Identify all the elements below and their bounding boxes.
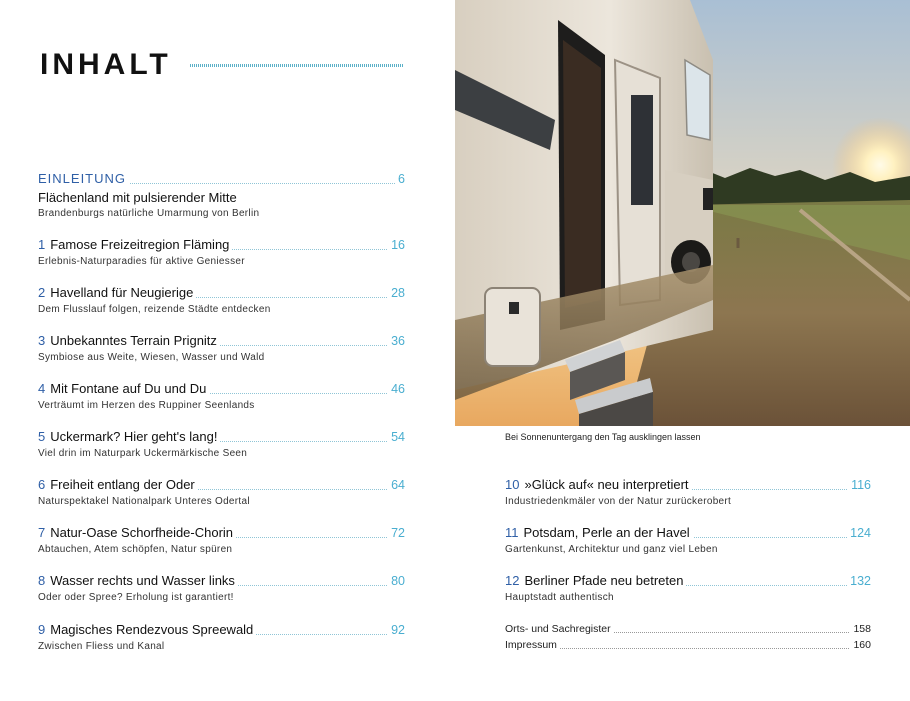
chapter-title: Uckermark? Hier geht's lang! [50,429,218,444]
chapter-number: 3 [38,333,46,348]
chapter-subtitle: Gartenkunst, Architektur und ganz viel Leben [505,544,718,555]
chapter-title: Unbekanntes Terrain Prignitz [50,333,217,348]
chapter-page-number: 124 [847,523,871,543]
chapter-page-number: 132 [847,571,871,591]
chapter-number: 2 [38,285,46,300]
chapter-number: 12 [505,573,520,588]
toc-entry-chapter-9[interactable] [38,620,405,654]
chapter-title: Wasser rechts und Wasser links [50,573,235,588]
title-divider [190,64,404,67]
chapter-number: 10 [505,477,520,492]
chapter-subtitle: Erlebnis-Naturparadies für aktive Geniesser [38,256,245,267]
chapter-number: 8 [38,573,46,588]
toc-entry-chapter-1[interactable] [38,235,405,269]
chapter-subtitle: Viel drin im Naturpark Uckermärkische Seen [38,448,248,459]
chapter-title: Havelland für Neugierige [50,285,194,300]
chapter-subtitle: Oder oder Spree? Erholung ist garantiert! [38,592,234,603]
toc-entry-chapter-7[interactable] [38,523,405,557]
chapter-page-number: 92 [388,620,405,640]
chapter-number: 1 [38,237,46,252]
toc-entry-imprint[interactable] [505,637,871,653]
chapter-number: 11 [505,525,519,540]
toc-entry-intro[interactable] [38,169,405,221]
chapter-title: Natur-Oase Schorfheide-Chorin [50,525,234,540]
chapter-number: 9 [38,622,46,637]
chapter-number: 5 [38,429,46,444]
toc-entry-chapter-2[interactable] [38,283,405,317]
toc-entry-chapter-3[interactable] [38,331,405,365]
intro-label: EINLEITUNG [38,169,129,189]
intro-page-number: 6 [395,169,405,189]
chapter-subtitle: Symbiose aus Weite, Wiesen, Wasser und Wald [38,352,265,363]
chapter-title: »Glück auf« neu interpretiert [524,477,689,492]
chapter-subtitle: Hauptstadt authentisch [505,592,614,603]
chapter-page-number: 46 [388,379,405,399]
chapter-subtitle: Verträumt im Herzen des Ruppiner Seenlands [38,400,255,411]
chapter-title: Magisches Rendezvous Spreewald [50,622,254,637]
chapter-page-number: 80 [388,571,405,591]
chapter-title: Freiheit entlang der Oder [50,477,195,492]
chapter-page-number: 64 [388,475,405,495]
chapter-title: Famose Freizeitregion Fläming [50,237,230,252]
camper-sunset-photo [455,0,910,426]
intro-subtitle: Brandenburgs natürliche Umarmung von Berlin [38,208,260,219]
page-title: INHALT [40,48,172,81]
intro-title: Flächenland mit pulsierender Mitte [38,190,237,205]
chapter-title: Potsdam, Perle an der Havel [523,525,690,540]
chapter-subtitle: Zwischen Fliess und Kanal [38,641,165,652]
chapter-number: 4 [38,381,46,396]
appendix-title: Impressum [505,637,560,653]
chapter-number: 6 [38,477,46,492]
chapter-subtitle: Naturspektakel Nationalpark Unteres Odertal [38,496,250,507]
chapter-title: Mit Fontane auf Du und Du [50,381,207,396]
chapter-page-number: 116 [848,475,871,495]
chapter-number: 7 [38,525,46,540]
chapter-title: Berliner Pfade neu betreten [524,573,684,588]
photo-caption: Bei Sonnenuntergang den Tag ausklingen lassen [505,432,701,442]
chapter-page-number: 72 [388,523,405,543]
chapter-page-number: 54 [388,427,405,447]
chapter-subtitle: Abtauchen, Atem schöpfen, Natur spüren [38,544,233,555]
toc-entry-index[interactable] [505,621,871,637]
appendix-page-number: 158 [850,621,871,637]
chapter-subtitle: Industriedenkmäler von der Natur zurückerobert [505,496,732,507]
toc-entry-chapter-4[interactable] [38,379,405,413]
toc-entry-chapter-5[interactable] [38,427,405,461]
toc-entry-chapter-6[interactable] [38,475,405,509]
toc-entry-chapter-11[interactable] [505,523,871,557]
toc-entry-chapter-8[interactable] [38,571,405,605]
chapter-page-number: 28 [388,283,405,303]
chapter-page-number: 36 [388,331,405,351]
appendix-page-number: 160 [850,637,871,653]
chapter-page-number: 16 [388,235,405,255]
chapter-subtitle: Dem Flusslauf folgen, reizende Städte entdecken [38,304,271,315]
appendix-title: Orts- und Sachregister [505,621,614,637]
toc-entry-chapter-10[interactable] [505,475,871,509]
toc-entry-chapter-12[interactable] [505,571,871,605]
